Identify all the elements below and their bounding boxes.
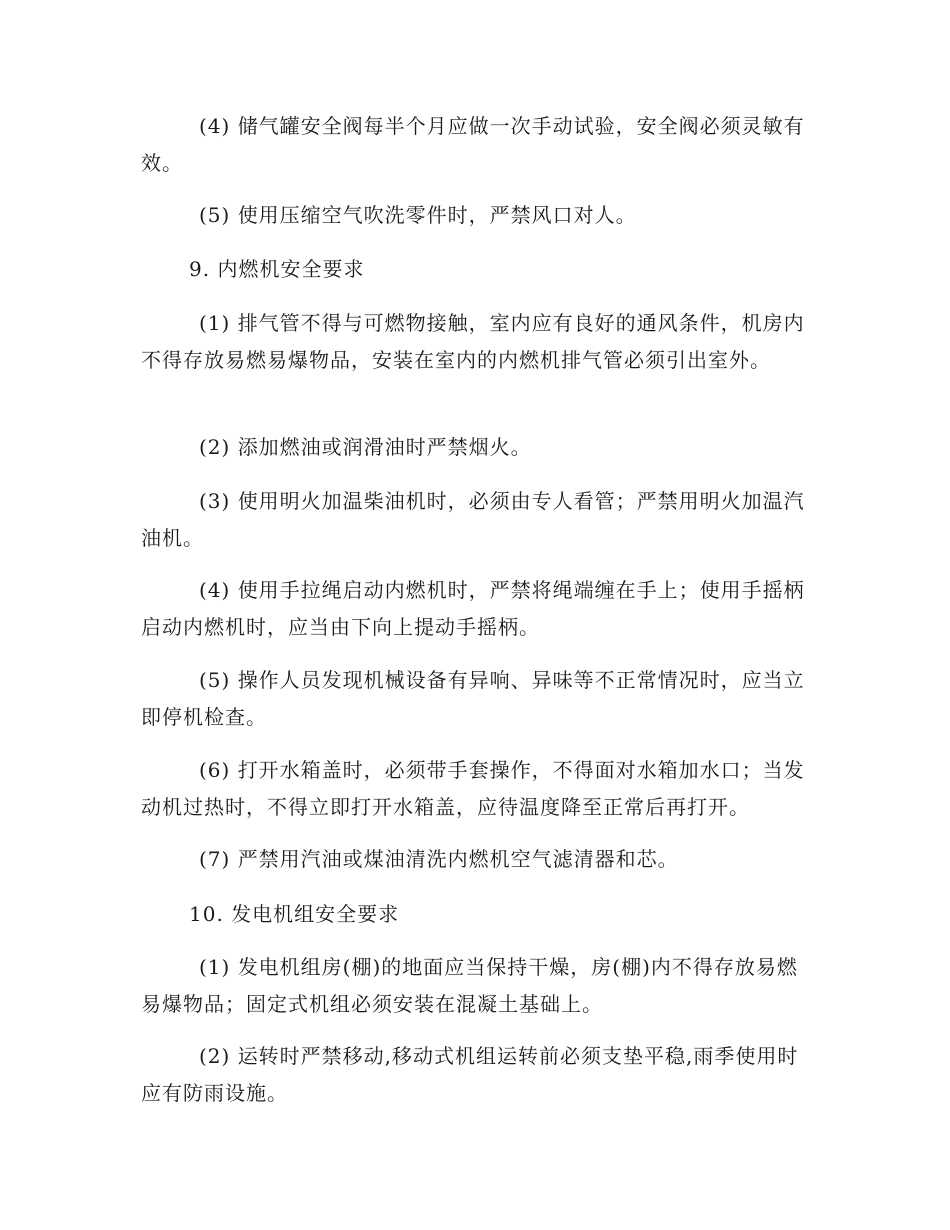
section-heading-generator: 10. 发电机组安全要求: [189, 902, 400, 926]
paragraph-refuel-no-fire: (2) 添加燃油或润滑油时严禁烟火。: [199, 435, 532, 459]
paragraph-radiator-cap: (6) 打开水箱盖时，必须带手套操作，不得面对水箱加水口；当发动机过热时，不得立即打开水箱盖，应待温度降至正常后再打开。: [141, 758, 805, 819]
section-heading-internal-combustion: 9. 内燃机安全要求: [189, 257, 365, 281]
paragraph-compressed-air: (5) 使用压缩空气吹洗零件时，严禁风口对人。: [199, 203, 637, 227]
paragraph-safety-valve-test: (4) 储气罐安全阀每半个月应做一次手动试验，安全阀必须灵敏有效。: [141, 114, 805, 175]
paragraph-abnormal-stop: (5) 操作人员发现机械设备有异响、异味等不正常情况时，应当立即停机检查。: [141, 668, 805, 729]
paragraph-no-moving-running: (2) 运转时严禁移动,移动式机组运转前必须支垫平稳,雨季使用时应有防雨设施。: [141, 1044, 799, 1105]
paragraph-generator-room: (1) 发电机组房(棚)的地面应当保持干燥，房(棚)内不得存放易燃易爆物品；固定式机组必须安装在混凝土基础上。: [141, 955, 798, 1016]
paragraph-air-filter: (7) 严禁用汽油或煤油清洗内燃机空气滤清器和芯。: [199, 847, 679, 871]
paragraph-open-flame-heating: (3) 使用明火加温柴油机时，必须由专人看管；严禁用明火加温汽油机。: [141, 489, 805, 550]
paragraph-rope-start: (4) 使用手拉绳启动内燃机时，严禁将绳端缠在手上；使用手摇柄启动内燃机时，应当由下向上提动手摇柄。: [141, 578, 805, 639]
paragraph-exhaust-pipe: (1) 排气管不得与可燃物接触，室内应有良好的通风条件，机房内不得存放易燃易爆物品，安装在室内的内燃机排气管必须引出室外。: [141, 311, 805, 372]
